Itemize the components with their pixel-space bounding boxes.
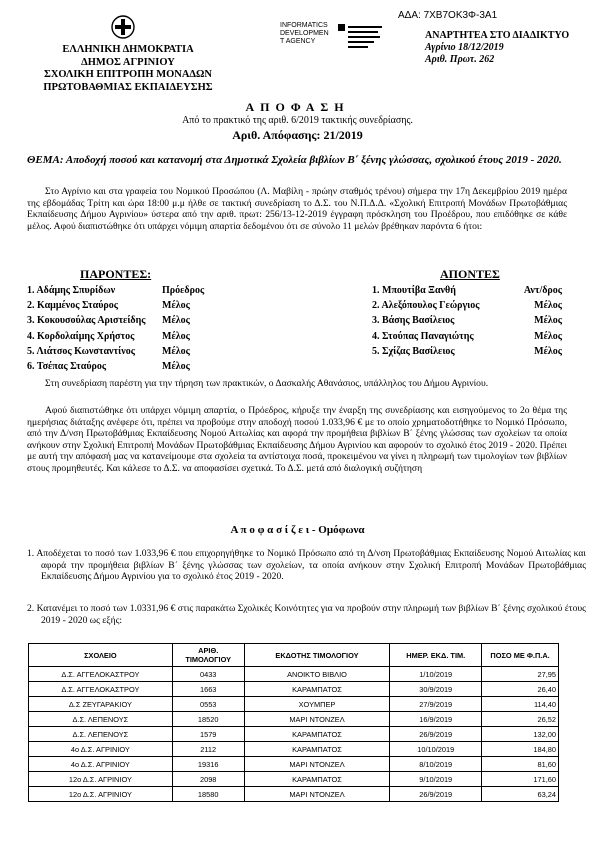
invoice-date-cell: 8/10/2019	[390, 757, 482, 772]
present-list	[27, 283, 232, 374]
school-cell: Δ.Σ ΖΕΥΓΑΡΑΚΙΟΥ	[29, 697, 173, 712]
absent-member	[372, 283, 562, 298]
column-header: ΠΟΣΟ ΜΕ Φ.Π.Α.	[482, 644, 559, 667]
school-cell: Δ.Σ. ΑΓΓΕΛΟΚΑΣΤΡΟΥ	[29, 667, 173, 682]
member-role: Μέλος	[162, 315, 190, 327]
decision-item-1: 1. Αποδέχεται το ποσό των 1.033,96 € που επιχορηγήθηκε το Νομικό Πρόσωπο από τη Δ/νση Πρωτοβάθμιας Εκπαίδευσης Νομού Αιτωλίας και αφορά την προμήθεια βιβλίων Β΄ ξένης γλώσσας των σχολείων, τα οποία ανήκουν στην Σχολική Επιτροπή Μονάδων Πρωτοβάθμιας Εκπαίδευσης Δήμου Αγρινίου για το σχολικό έτος 2019 - 2020.	[27, 548, 586, 583]
column-header: ΑΡΙΘ. ΤΙΜΟΛΟΓΙΟΥ	[172, 644, 244, 667]
column-header: ΕΚΔΟΤΗΣ ΤΙΜΟΛΟΓΙΟΥ	[244, 644, 390, 667]
amount-cell: 114,40	[482, 697, 559, 712]
ida-logo-mark-icon	[338, 24, 384, 52]
document-date: Αγρίνιο 18/12/2019	[425, 42, 504, 53]
present-member	[27, 298, 232, 313]
table-row	[29, 697, 559, 712]
present-member	[27, 359, 232, 374]
amount-cell: 132,00	[482, 727, 559, 742]
amount-cell: 184,80	[482, 742, 559, 757]
publisher-cell: ΜΑΡΙ ΝΤΟΝΖΕΛ	[244, 712, 390, 727]
member-name: 5. Λιάτσος Κωνσταντίνος	[27, 345, 135, 357]
issuer-header	[28, 44, 228, 94]
member-role: Μέλος	[534, 345, 562, 357]
school-cell: 12ο Δ.Σ. ΑΓΡΙΝΙΟΥ	[29, 772, 173, 787]
amount-cell: 63,24	[482, 787, 559, 802]
member-role: Πρόεδρος	[162, 285, 205, 296]
member-name: 6. Τσέπας Σταύρος	[27, 361, 107, 373]
issuer-line: ΕΛΛΗΝΙΚΗ ΔΗΜΟΚΡΑΤΙΑ	[62, 44, 194, 55]
invoice-date-cell: 1/10/2019	[390, 667, 482, 682]
logo-text-line: T AGENCY	[280, 38, 316, 45]
publish-notice: ΑΝΑΡΤΗΤΕΑ ΣΤΟ ΔΙΑΔΙΚΤΥΟ	[425, 30, 570, 41]
protocol-number: Αριθ. Πρωτ. 262	[425, 54, 495, 65]
document-meta	[425, 30, 585, 66]
school-cell: 4ο Δ.Σ. ΑΓΡΙΝΙΟΥ	[29, 757, 173, 772]
issuer-line: ΔΗΜΟΣ ΑΓΡΙΝΙΟΥ	[81, 56, 175, 68]
decision-item-2: 2. Κατανέμει το ποσό των 1.0331,96 € στις παρακάτω Σχολικές Κοινότητες για να προβούν στην πληρωμή των βιβλίων Β΄ ξένης σχολικού έτους 2019 - 2020 ως εξής:	[27, 603, 586, 626]
school-cell: Δ.Σ. ΛΕΠΕΝΟΥΣ	[29, 712, 173, 727]
absent-member	[372, 313, 562, 328]
publisher-cell: ΑΝΟΙΚΤΟ ΒΙΒΛΙΟ	[244, 667, 390, 682]
present-member	[27, 344, 232, 359]
decision-number: Αριθ. Απόφασης: 21/2019	[232, 128, 363, 142]
invoice-number-cell: 18520	[172, 712, 244, 727]
invoice-number-cell: 0553	[172, 697, 244, 712]
member-name: 4. Κορδολαίμης Χρήστος	[27, 330, 135, 342]
amount-cell: 26,52	[482, 712, 559, 727]
absent-member	[372, 298, 562, 313]
member-role: Μέλος	[534, 330, 562, 342]
ida-logo	[280, 22, 329, 46]
invoice-date-cell: 27/9/2019	[390, 697, 482, 712]
publisher-cell: ΚΑΡΑΜΠΑΤΟΣ	[244, 772, 390, 787]
member-role: Αντ/δρος	[523, 285, 562, 296]
allocation-table	[28, 643, 559, 802]
subject-line: ΘΕΜΑ: Αποδοχή ποσού και κατανομή στα Δημοτικά Σχολεία βιβλίων Β΄ ξένης γλώσσας, σχολικού έτους 2019 - 2020.	[27, 154, 562, 166]
invoice-number-cell: 2112	[172, 742, 244, 757]
present-member	[27, 313, 232, 328]
school-cell: 4ο Δ.Σ. ΑΓΡΙΝΙΟΥ	[29, 742, 173, 757]
ada-code: ΑΔΑ: 7ΧΒ7ΟΚ3Φ-3Α1	[398, 10, 498, 21]
publisher-cell: ΚΑΡΑΜΠΑΤΟΣ	[244, 727, 390, 742]
member-role: Μέλος	[534, 315, 562, 327]
issuer-line: ΠΡΩΤΟΒΑΘΜΙΑΣ ΕΚΠΑΙΔΕΥΣΗΣ	[43, 81, 213, 93]
table-row	[29, 742, 559, 757]
intro-paragraph: Στο Αγρίνιο και στα γραφεία του Νομικού Προσώπου (Λ. Μαβίλη - πρώην σταθμός τρένου) σήμερα την 17η Δεκεμβρίου 2019 ημέρα της εβδομάδας Τρίτη και ώρα 18:00 μ.μ ήλθε σε τακτική συνεδρίαση το Δ.Σ. του Ν.Π.Δ.Δ. «Σχολική Επιτροπή Μονάδων Πρωτοβάθμιας Εκπαίδευσης Δήμου Αγρινίου» ύστερα από την αριθ. πρωτ: 256/13-12-2019 έγγραφη πρόσκληση του Προέδρου, που επιδόθηκε σε κάθε μέλος. Αφού διαπιστώθηκε ότι υπάρχει νόμιμη απαρτία δεδομένου ότι σε σύνολο 11 μελών βρέθηκαν παρόντα 6 ήτοι:	[27, 186, 567, 232]
amount-cell: 171,60	[482, 772, 559, 787]
member-name: 4. Στούπας Παναγιώτης	[372, 330, 474, 342]
member-role: Μέλος	[162, 330, 190, 342]
amount-cell: 81,60	[482, 757, 559, 772]
absent-member	[372, 344, 562, 359]
document-title: ΑΠΟΦΑΣΗ	[245, 100, 350, 114]
amount-cell: 26,40	[482, 682, 559, 697]
decision-heading: Α π ο φ α σ ί ζ ε ι - Ομόφωνα	[230, 524, 365, 536]
invoice-number-cell: 18580	[172, 787, 244, 802]
minutes-note: Στη συνεδρίαση παρέστη για την τήρηση των πρακτικών, ο Δασκαλής Αθανάσιος, υπάλληλος του Δήμου Αγρινίου.	[45, 378, 489, 389]
logo-text-line: DEVELOPMEN	[280, 30, 329, 37]
member-role: Μέλος	[162, 361, 190, 373]
member-name: 3. Βάσης Βασίλειος	[372, 315, 455, 327]
publisher-cell: ΜΑΡΙ ΝΤΟΝΖΕΛ	[244, 757, 390, 772]
table-row	[29, 712, 559, 727]
table-row	[29, 667, 559, 682]
member-name: 3. Κοκουσούλας Αριστείδης	[27, 315, 146, 327]
present-member	[27, 329, 232, 344]
table-row	[29, 772, 559, 787]
absent-list	[372, 283, 562, 359]
invoice-number-cell: 1663	[172, 682, 244, 697]
publisher-cell: ΜΑΡΙ ΝΤΟΝΖΕΛ	[244, 787, 390, 802]
table-header-row	[29, 644, 559, 667]
column-header: ΣΧΟΛΕΙΟ	[29, 644, 173, 667]
invoice-number-cell: 2098	[172, 772, 244, 787]
table-row	[29, 682, 559, 697]
present-member	[27, 283, 232, 298]
invoice-date-cell: 30/9/2019	[390, 682, 482, 697]
invoice-number-cell: 19316	[172, 757, 244, 772]
member-name: 5. Σχίζας Βασίλειος	[372, 345, 455, 357]
school-cell: Δ.Σ. ΑΓΓΕΛΟΚΑΣΤΡΟΥ	[29, 682, 173, 697]
school-cell: 12ο Δ.Σ. ΑΓΡΙΝΙΟΥ	[29, 787, 173, 802]
member-name: 1. Αδάμης Σπυρίδων	[27, 285, 116, 296]
amount-cell: 27,95	[482, 667, 559, 682]
member-role: Μέλος	[162, 345, 190, 357]
table-row	[29, 757, 559, 772]
invoice-date-cell: 26/9/2019	[390, 727, 482, 742]
publisher-cell: ΧΟΥΜΠΕΡ	[244, 697, 390, 712]
absent-member	[372, 329, 562, 344]
present-heading: ΠΑΡΟΝΤΕΣ:	[80, 267, 152, 281]
school-cell: Δ.Σ. ΛΕΠΕΝΟΥΣ	[29, 727, 173, 742]
publisher-cell: ΚΑΡΑΜΠΑΤΟΣ	[244, 682, 390, 697]
member-name: 2. Καμμένος Σταύρος	[27, 300, 118, 312]
publisher-cell: ΚΑΡΑΜΠΑΤΟΣ	[244, 742, 390, 757]
column-header: ΗΜΕΡ. ΕΚΔ. ΤΙΜ.	[390, 644, 482, 667]
invoice-date-cell: 10/10/2019	[390, 742, 482, 757]
member-name: 1. Μπουτίβα Ξανθή	[372, 285, 456, 296]
invoice-date-cell: 9/10/2019	[390, 772, 482, 787]
invoice-date-cell: 26/9/2019	[390, 787, 482, 802]
member-name: 2. Αλεξόπουλος Γεώργιος	[372, 300, 480, 312]
member-role: Μέλος	[162, 300, 190, 312]
table-row	[29, 787, 559, 802]
deliberation-paragraph: Αφού διαπιστώθηκε ότι υπάρχει νόμιμη απαρτία, ο Πρόεδρος, κήρυξε την έναρξη της συνεδρίασης και εισηγούμενος το 2ο θέμα της ημερήσιας διάταξης ανέφερε ότι, πρέπει να προβούμε στην αποδοχή ποσού 1.033,96 € με το οποίο χρηματοδοτήθηκε το Νομικό Πρόσωπο, από την Δ/νση Πρωτοβάθμιας Εκπαίδευσης Νομού Αιτωλίας και αφορά την προμήθεια βιβλίων Β΄ ξένης γλώσσας των σχολείων τα οποία ανήκουν στην Σχολική Επιτροπή Μονάδων Πρωτοβάθμιας Εκπαίδευσης Δήμου Αγρινίου και αφορούν το σχολικό έτος 2019 - 2020. Πρέπει με αυτή την απόφασή μας να κατανείμουμε στα σχολεία τα αντίστοιχα ποσά, προκειμένου να γίνει η πληρωμή των τιμολογίων των βιβλίων στους προμηθευτές. Και κάλεσε το Δ.Σ. να αποφασίσει σχετικά. Το Δ.Σ. μετά από διαλογική συζήτηση	[27, 405, 567, 474]
greek-emblem-icon	[110, 14, 136, 40]
minutes-reference: Από το πρακτικό της αριθ. 6/2019 τακτικής συνεδρίασης.	[182, 115, 413, 126]
member-role: Μέλος	[534, 300, 562, 312]
invoice-date-cell: 16/9/2019	[390, 712, 482, 727]
logo-text-line: INFORMATICS	[280, 22, 328, 29]
table-row	[29, 727, 559, 742]
invoice-number-cell: 1579	[172, 727, 244, 742]
issuer-line: ΣΧΟΛΙΚΗ ΕΠΙΤΡΟΠΗ ΜΟΝΑΔΩΝ	[43, 69, 213, 80]
invoice-number-cell: 0433	[172, 667, 244, 682]
absent-heading: ΑΠΟΝΤΕΣ	[440, 267, 500, 281]
